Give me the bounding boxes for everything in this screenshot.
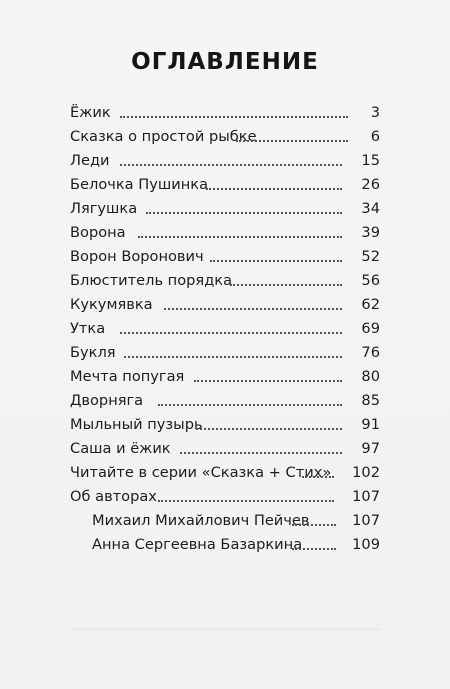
toc-entry[interactable] <box>0 365 450 389</box>
leader-dots <box>158 404 342 406</box>
toc-entry-title: Мыльный пузырь <box>70 416 203 433</box>
toc-entry-page: 39 <box>361 224 380 241</box>
toc-entry[interactable] <box>0 341 450 365</box>
leader-dots <box>138 236 342 238</box>
toc-entry-title: Кукумявка <box>70 296 153 313</box>
leader-dots <box>230 284 342 286</box>
toc-entry-title: Мечта попугая <box>70 368 185 385</box>
leader-dots <box>292 548 336 550</box>
toc-entry[interactable] <box>0 461 450 485</box>
toc-entry-title: Ёжик <box>70 104 111 121</box>
toc-entry[interactable] <box>0 101 450 125</box>
toc-entry-page: 69 <box>361 320 380 337</box>
page-title: ОГЛАВЛЕНИЕ <box>131 49 319 75</box>
toc-entry-page: 109 <box>352 536 380 553</box>
leader-dots <box>236 140 348 142</box>
toc-entry-author[interactable] <box>0 533 450 557</box>
toc-entry-page: 15 <box>361 152 380 169</box>
toc-entry[interactable] <box>0 149 450 173</box>
leader-dots <box>164 308 342 310</box>
toc-entry-page: 26 <box>361 176 380 193</box>
toc-entry-page: 80 <box>361 368 380 385</box>
toc-entry[interactable] <box>0 485 450 509</box>
leader-dots <box>124 356 342 358</box>
toc-entry-title: Анна Сергеевна Базаркина <box>92 536 303 553</box>
toc-entry[interactable] <box>0 413 450 437</box>
leader-dots <box>210 260 342 262</box>
toc-entry-title: Ворона <box>70 224 126 241</box>
toc-entry-page: 34 <box>361 200 380 217</box>
toc-entry-page: 91 <box>361 416 380 433</box>
toc-entry[interactable] <box>0 317 450 341</box>
toc-entry-title: Дворняга <box>70 392 144 409</box>
leader-dots <box>180 452 342 454</box>
toc-entry-page: 3 <box>370 104 380 121</box>
toc-entry-title: Саша и ёжик <box>70 440 171 457</box>
leader-dots <box>206 188 342 190</box>
toc-entry[interactable] <box>0 293 450 317</box>
toc-entry-page: 102 <box>352 464 380 481</box>
toc-entry-title: Букля <box>70 344 116 361</box>
toc-entry[interactable] <box>0 125 450 149</box>
toc-entry-title: Утка <box>70 320 106 337</box>
toc-entry-title: Ворон Воронович <box>70 248 204 265</box>
toc-entry-title: Лягушка <box>70 200 138 217</box>
leader-dots <box>120 164 342 166</box>
page-shadow-line <box>70 628 380 630</box>
leader-dots <box>194 380 342 382</box>
toc-entry-page: 56 <box>361 272 380 289</box>
leader-dots <box>302 476 334 478</box>
toc-entry[interactable] <box>0 437 450 461</box>
toc-entry[interactable] <box>0 245 450 269</box>
toc-entry[interactable] <box>0 173 450 197</box>
leader-dots <box>292 524 336 526</box>
toc-entry-page: 76 <box>361 344 380 361</box>
toc-entry-page: 52 <box>361 248 380 265</box>
toc-entry-title: Леди <box>70 152 110 169</box>
toc-entry-author[interactable] <box>0 509 450 533</box>
toc-entry-title: Белочка Пушинка <box>70 176 209 193</box>
toc-entry-title: Читайте в серии «Сказка + Стих» <box>70 464 332 481</box>
toc-entry-page: 97 <box>361 440 380 457</box>
leader-dots <box>120 332 342 334</box>
toc-entry-page: 6 <box>370 128 380 145</box>
toc-entry-title: Сказка о простой рыбке <box>70 128 257 145</box>
toc-entry-title: Блюститель порядка <box>70 272 233 289</box>
leader-dots <box>158 500 334 502</box>
toc-entry-page: 107 <box>352 512 380 529</box>
toc-entry-page: 107 <box>352 488 380 505</box>
toc-entry-title: Михаил Михайлович Пейчев <box>92 512 310 529</box>
leader-dots <box>120 116 348 118</box>
toc-entry[interactable] <box>0 197 450 221</box>
toc-entry-page: 62 <box>361 296 380 313</box>
toc-entry[interactable] <box>0 269 450 293</box>
toc-entry-title: Об авторах <box>70 488 157 505</box>
toc-entry-page: 85 <box>361 392 380 409</box>
toc-entry[interactable] <box>0 221 450 245</box>
toc-entry[interactable] <box>0 389 450 413</box>
leader-dots <box>146 212 342 214</box>
leader-dots <box>196 428 342 430</box>
